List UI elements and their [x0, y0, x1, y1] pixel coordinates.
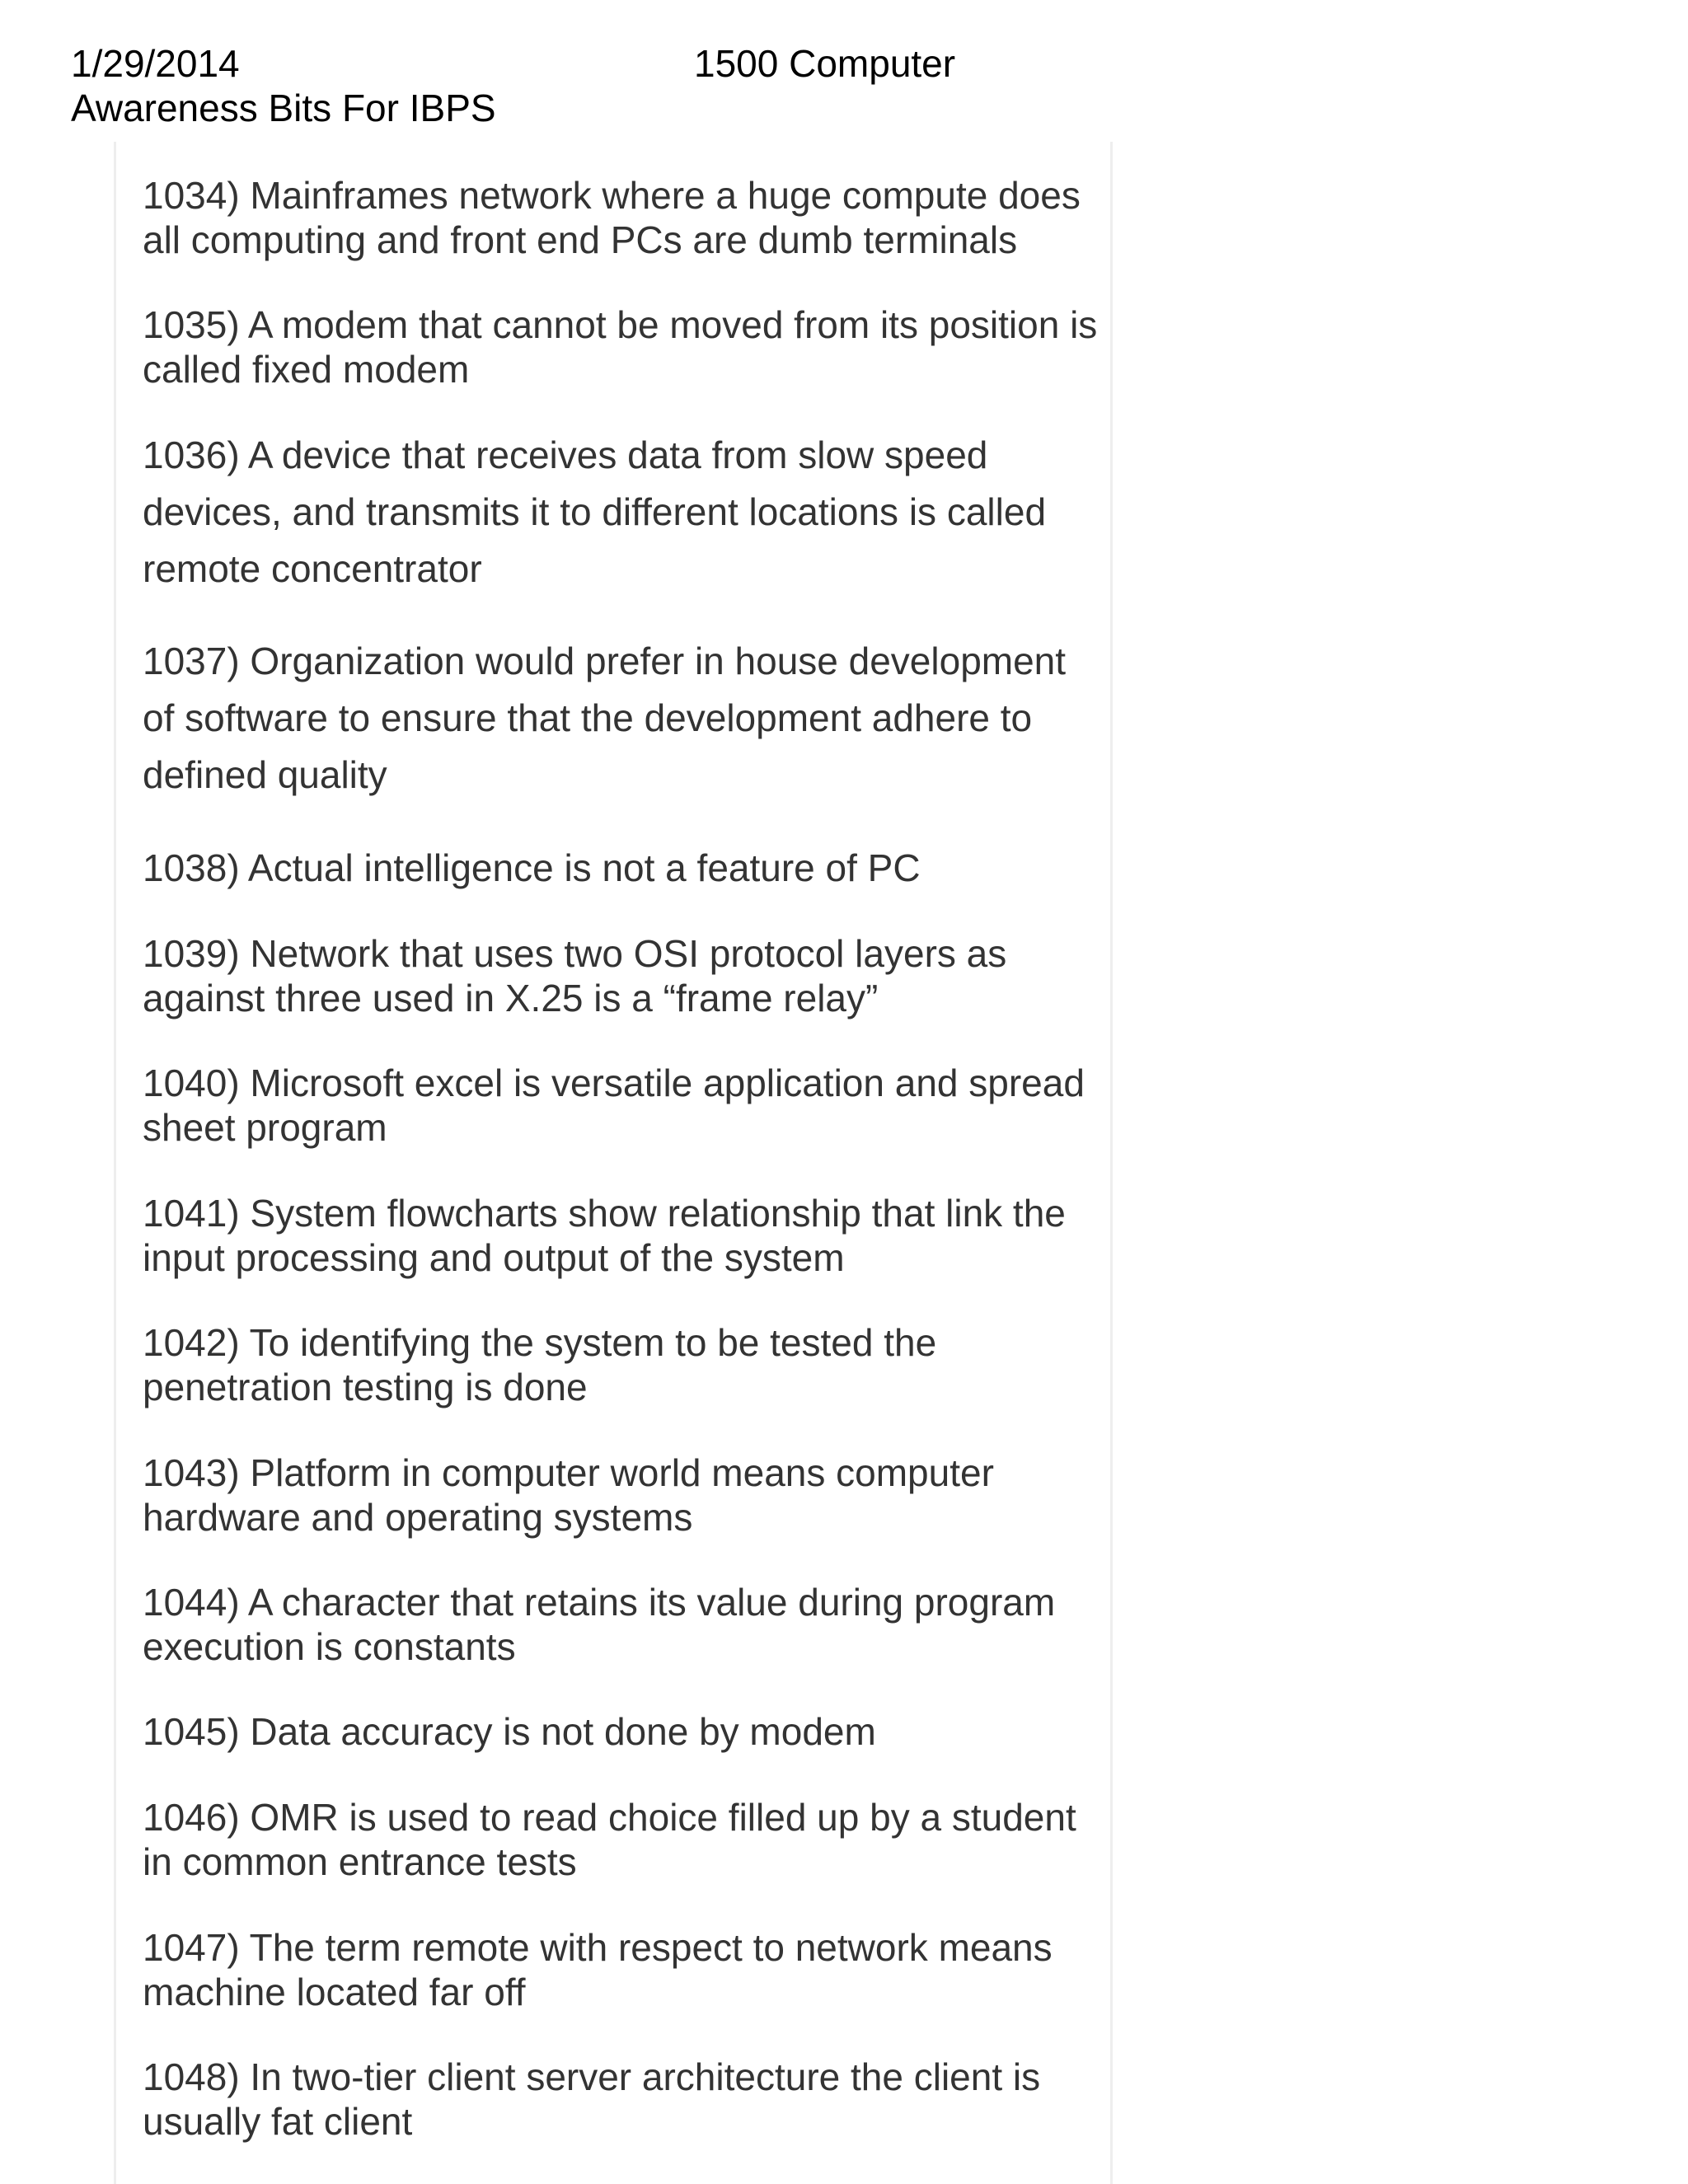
list-item: 1036) A device that receives data from slow speed devices, and transmits it to different locations is called remote concentrator [143, 434, 1047, 590]
list-item: 1048) In two-tier client server architecture the client is usually fat client [143, 2055, 1041, 2143]
list-item: 1040) Microsoft excel is versatile application and spread sheet program [143, 1062, 1085, 1149]
list-item: 1038) Actual intelligence is not a feature of PC [143, 846, 921, 889]
list-item: 1034) Mainframes network where a huge compute does all computing and front end PCs are dumb terminals [143, 174, 1081, 261]
header-subtitle: Awareness Bits For IBPS [71, 87, 496, 129]
list-item: 1035) A modem that cannot be moved from its position is called fixed modem [143, 303, 1098, 391]
list-item: 1042) To identifying the system to be tested the penetration testing is done [143, 1321, 937, 1408]
header-title: 1500 Computer [694, 42, 956, 85]
list-item: 1045) Data accuracy is not done by modem [143, 1710, 876, 1753]
content-column [114, 142, 1113, 2184]
list-item: 1047) The term remote with respect to network means machine located far off [143, 1926, 1053, 2013]
list-item: 1044) A character that retains its value during program execution is constants [143, 1581, 1056, 1668]
list-item: 1037) Organization would prefer in house development of software to ensure that the development adhere to defined quality [143, 640, 1067, 796]
list-item: 1043) Platform in computer world means computer hardware and operating systems [143, 1451, 994, 1539]
header-date: 1/29/2014 [71, 42, 240, 85]
list-item: 1046) OMR is used to read choice filled up by a student in common entrance tests [143, 1796, 1076, 1883]
list-item: 1041) System flowcharts show relationship that link the input processing and output of the system [143, 1192, 1066, 1279]
list-item: 1039) Network that uses two OSI protocol layers as against three used in X.25 is a “frame relay” [143, 932, 1007, 1019]
